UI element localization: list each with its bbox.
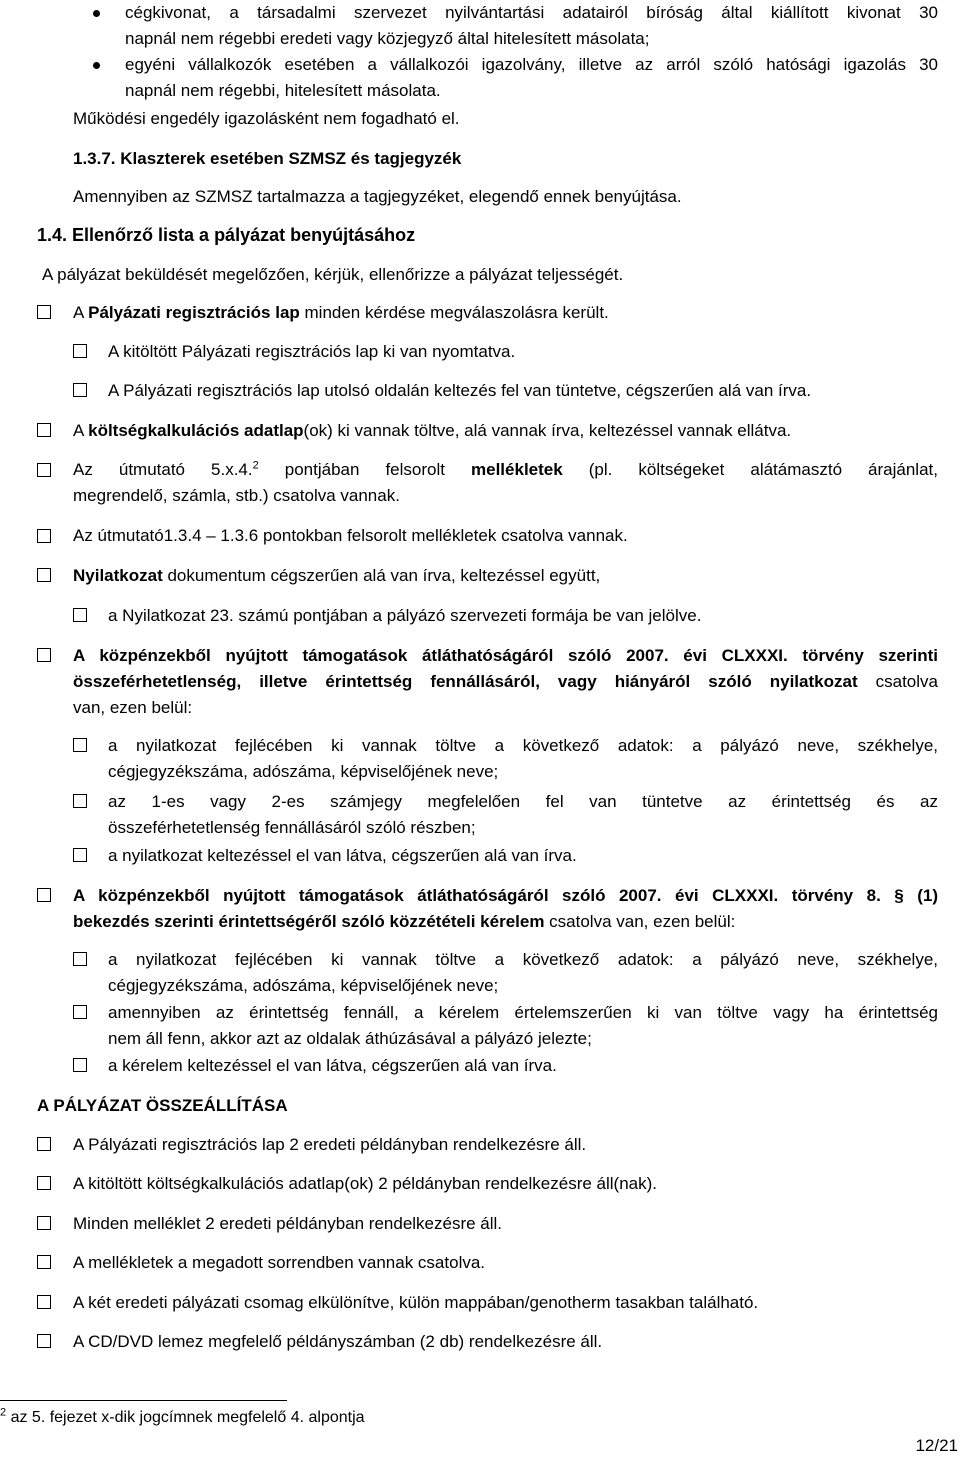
check-cost-sheet: A költségkalkulációs adatlap(ok) ki vannak töltve, alá vannak írva, keltezéssel vannak ellátva.	[73, 421, 792, 440]
bullet-item: egyéni vállalkozók esetében a vállalkozói igazolvány, illetve az arról szóló hatósági igazolás 30	[125, 55, 938, 74]
assembly-item: A Pályázati regisztrációs lap 2 eredeti példányban rendelkezésre áll.	[73, 1135, 587, 1154]
footnote-rule	[0, 1400, 287, 1401]
bullet-icon	[93, 10, 100, 17]
checkbox-icon[interactable]	[37, 305, 51, 319]
footnote	[0, 1406, 365, 1430]
check-attachments: Az útmutató 5.x.4.$^2$ pontjában felsorolt mellékletek (pl. költségeket alátámasztó árajánlat,	[73, 459, 938, 479]
checkbox-icon[interactable]	[37, 1255, 51, 1269]
checkbox-icon[interactable]	[73, 608, 87, 622]
publication-sub-item-cont: cégjegyzékszáma, adószáma, képviselőjének neve;	[108, 976, 499, 995]
assembly-item: A mellékletek a megadott sorrendben vannak csatolva.	[73, 1253, 486, 1272]
checkbox-icon[interactable]	[37, 1295, 51, 1309]
section-heading-1-4: 1.4. Ellenőrző lista a pályázat benyújtásához	[37, 225, 416, 245]
check-reg-printed: A kitöltött Pályázati regisztrációs lap ki van nyomtatva.	[108, 342, 516, 361]
check-conflict-cont2: van, ezen belül:	[73, 698, 193, 717]
check-declaration: Nyilatkozat dokumentum cégszerűen alá van írva, keltezéssel együtt,	[73, 566, 601, 585]
assembly-item: A CD/DVD lemez megfelelő példányszámban (2 db) rendelkezésre áll.	[73, 1332, 603, 1351]
bullet-item-cont: napnál nem régebbi eredeti vagy közjegyző által hitelesített másolata;	[125, 29, 650, 48]
checkbox-icon[interactable]	[73, 952, 87, 966]
check-conflict: A közpénzekből nyújtott támogatások átláthatóságáról szóló 2007. évi CLXXXI. törvény szerinti	[73, 646, 938, 665]
bullet-item-cont: napnál nem régebbi, hitelesített másolata.	[125, 81, 441, 100]
check-attachments-136: Az útmutató1.3.4 – 1.3.6 pontokban felsorolt mellékletek csatolva vannak.	[73, 526, 628, 545]
checkbox-icon[interactable]	[37, 888, 51, 902]
assembly-item: A két eredeti pályázati csomag elkülönítve, külön mappában/genotherm tasakban található.	[73, 1293, 759, 1312]
page-number: 12/21	[915, 1436, 958, 1455]
checkbox-icon[interactable]	[37, 1216, 51, 1230]
checkbox-icon[interactable]	[73, 794, 87, 808]
checkbox-icon[interactable]	[73, 1005, 87, 1019]
checkbox-icon[interactable]	[37, 648, 51, 662]
conflict-sub-item-cont: cégjegyzékszáma, adószáma, képviselőjének neve;	[108, 762, 499, 781]
checkbox-icon[interactable]	[37, 1334, 51, 1348]
publication-sub-item-cont: nem áll fenn, akkor azt az oldalak áthúzásával a pályázó jelezte;	[108, 1029, 592, 1048]
checkbox-icon[interactable]	[37, 568, 51, 582]
checkbox-icon[interactable]	[37, 463, 51, 477]
conflict-sub-item: a nyilatkozat fejlécében ki vannak töltve a következő adatok: a pályázó neve, székhelye,	[108, 736, 938, 755]
check-reg-signed: A Pályázati regisztrációs lap utolsó oldalán keltezés fel van tüntetve, cégszerűen alá van írva.	[108, 381, 812, 400]
check-conflict-cont: összeférhetetlenség, illetve érintettség fennállásáról, vagy hiányáról szóló nyilatkozat csatolva	[73, 672, 938, 691]
checkbox-icon[interactable]	[37, 1176, 51, 1190]
section-text-1-3-7: Amennyiben az SZMSZ tartalmazza a tagjegyzéket, elegendő ennek benyújtása.	[73, 187, 682, 206]
permit-note: Működési engedély igazolásként nem fogadható el.	[73, 109, 460, 128]
assembly-item: A kitöltött költségkalkulációs adatlap(ok) 2 példányban rendelkezésre áll(nak).	[73, 1174, 657, 1193]
section-intro-1-4: A pályázat beküldését megelőzően, kérjük, ellenőrizze a pályázat teljességét.	[42, 265, 624, 284]
publication-sub-item: amennyiben az érintettség fennáll, a kérelem értelemszerűen ki van töltve vagy ha érintettség	[108, 1003, 938, 1022]
conflict-sub-item: az 1-es vagy 2-es számjegy megfelelően fel van tüntetve az érintettség és az	[108, 792, 938, 811]
checkbox-icon[interactable]	[73, 848, 87, 862]
conflict-sub-item: a nyilatkozat keltezéssel el van látva, cégszerűen alá van írva.	[108, 846, 577, 865]
checkbox-icon[interactable]	[73, 1058, 87, 1072]
check-publication-cont: bekezdés szerinti érintettségéről szóló közzétételi kérelem csatolva van, ezen belül:	[73, 912, 736, 931]
checkbox-icon[interactable]	[73, 383, 87, 397]
publication-sub-item: a nyilatkozat fejlécében ki vannak töltve a következő adatok: a pályázó neve, székhelye,	[108, 950, 938, 969]
checkbox-icon[interactable]	[37, 529, 51, 543]
footnote-text: az 5. fejezet x-dik jogcímnek megfelelő 4. alpontja	[6, 1409, 365, 1426]
publication-sub-item: a kérelem keltezéssel el van látva, cégszerűen alá van írva.	[108, 1056, 557, 1075]
footnote-mark: 2	[0, 1406, 7, 1419]
check-declaration-sub: a Nyilatkozat 23. számú pontjában a pályázó szervezeti formája be van jelölve.	[108, 606, 702, 625]
check-reg-form: A Pályázati regisztrációs lap minden kérdése megválaszolásra került.	[73, 303, 609, 322]
assembly-item: Minden melléklet 2 eredeti példányban rendelkezésre áll.	[73, 1214, 503, 1233]
check-attachments-cont: megrendelő, számla, stb.) csatolva vannak.	[73, 486, 400, 505]
assembly-heading: A PÁLYÁZAT ÖSSZEÁLLÍTÁSA	[37, 1096, 288, 1115]
check-publication: A közpénzekből nyújtott támogatások átláthatóságáról szóló 2007. évi CLXXXI. törvény 8. § (1)	[73, 886, 938, 905]
bullet-icon	[93, 62, 100, 69]
bullet-item: cégkivonat, a társadalmi szervezet nyilvántartási adatairól bíróság által kiállított kivonat 30	[125, 3, 938, 22]
checkbox-icon[interactable]	[37, 1137, 51, 1151]
checkbox-icon[interactable]	[73, 738, 87, 752]
conflict-sub-item-cont: összeférhetetlenség fennállásáról szóló részben;	[108, 818, 476, 837]
checkbox-icon[interactable]	[73, 344, 87, 358]
checkbox-icon[interactable]	[37, 423, 51, 437]
section-heading-1-3-7: 1.3.7. Klaszterek esetében SZMSZ és tagjegyzék	[73, 149, 462, 168]
